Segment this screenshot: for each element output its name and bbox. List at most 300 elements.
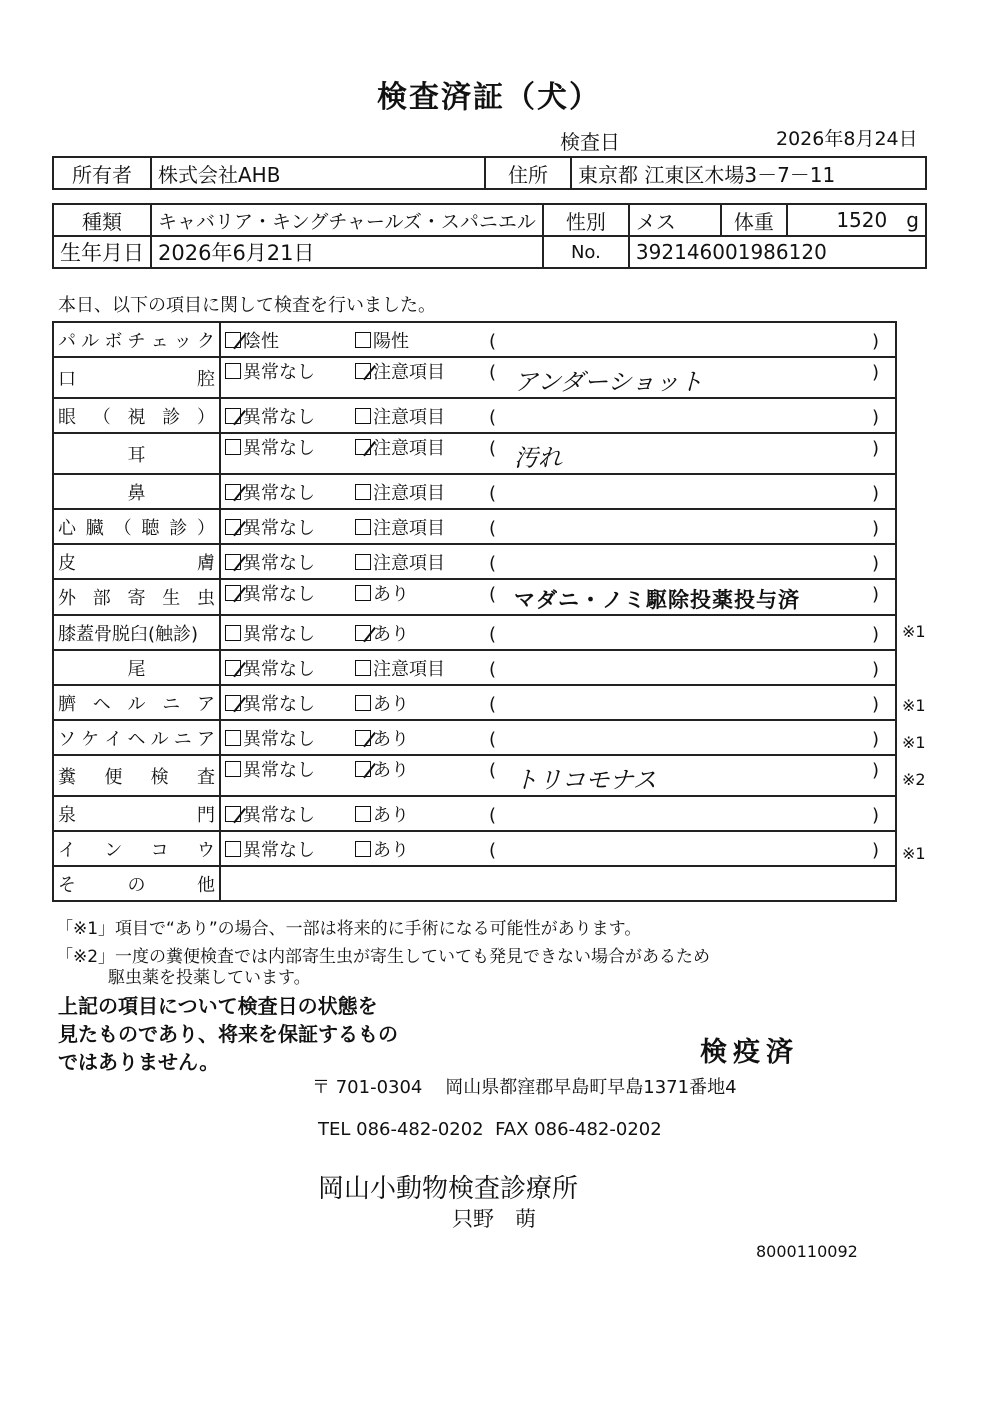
inspection-item	[53, 544, 220, 579]
inspection-item-label	[58, 690, 215, 716]
inspection-date-value: 2026年8月24日	[776, 128, 918, 150]
checkbox-icon[interactable]	[225, 730, 241, 746]
disclaimer-line: ではありません。	[58, 1050, 220, 1074]
option-label: 注意項目	[373, 438, 445, 459]
option-label: 注意項目	[373, 552, 445, 574]
option-label: 注意項目	[373, 658, 445, 680]
open-paren: (	[489, 552, 497, 574]
no-label: No.	[543, 236, 629, 268]
inspection-date-label: 検査日	[560, 130, 620, 154]
option-label: 異常なし	[243, 552, 315, 574]
inspection-item-label	[58, 725, 215, 751]
option-label: 注意項目	[373, 482, 445, 504]
option-attention[interactable]	[355, 549, 489, 575]
note-2-cont: 駆虫薬を投薬しています。	[108, 968, 311, 988]
option-attention[interactable]	[355, 434, 489, 460]
option-label: 異常なし	[243, 693, 315, 715]
inspection-row	[53, 615, 896, 650]
inspection-row	[53, 796, 896, 831]
inspection-row	[53, 398, 896, 433]
weight-unit: g	[906, 208, 919, 232]
sex-label: 性別	[543, 204, 629, 236]
remarks	[489, 659, 879, 680]
clinic-contact	[318, 1119, 662, 1140]
weight-label: 体重	[721, 204, 787, 236]
inspection-item-label	[58, 836, 215, 862]
option-label: あり	[373, 760, 409, 781]
option-label: あり	[373, 584, 409, 605]
remarks	[489, 483, 879, 504]
inspection-result	[220, 474, 896, 509]
open-paren: (	[489, 658, 497, 680]
remarks	[489, 805, 879, 826]
postal-code: 〒 701-0304	[312, 1077, 423, 1098]
address-text: 岡山県都窪郡早島町早島1371番地4	[445, 1077, 737, 1098]
item-char: 尾	[127, 658, 146, 680]
inspection-row	[53, 866, 896, 901]
close-paren: )	[871, 330, 879, 352]
note-2: 「※2」一度の糞便検査では内部寄生虫が寄生していても発見できない場合があるため	[56, 947, 711, 967]
option-label: あり	[373, 839, 409, 861]
close-paren: )	[871, 760, 879, 781]
close-paren: )	[871, 693, 879, 715]
inspection-row	[53, 755, 896, 796]
option-label: 異常なし	[243, 584, 315, 605]
inspection-result	[220, 796, 896, 831]
close-paren: )	[871, 839, 879, 861]
open-paren: (	[489, 330, 497, 352]
inspection-item	[53, 831, 220, 866]
inspection-result	[220, 755, 896, 796]
remark-text	[496, 518, 872, 539]
checked-box-icon[interactable]	[225, 519, 241, 535]
disclaimer-line: 見たものであり、将来を保証するもの	[58, 1022, 398, 1046]
item-char: ア	[196, 728, 215, 750]
address-value: 東京都 江東区木場3－7－11	[571, 157, 926, 189]
address-label: 住所	[485, 157, 571, 189]
item-char: 査	[196, 766, 215, 788]
inspection-row	[53, 685, 896, 720]
inspection-item	[53, 433, 220, 474]
remarks	[489, 624, 879, 645]
checkbox-icon[interactable]	[355, 408, 371, 424]
checkbox-icon[interactable]	[225, 761, 241, 777]
item-char: 腔	[197, 368, 215, 390]
item-char: チ	[127, 330, 146, 352]
remarks	[489, 438, 879, 473]
checkbox-icon[interactable]	[355, 695, 371, 711]
inspection-row	[53, 509, 896, 544]
remark-text: トリコモナス	[514, 766, 657, 794]
inspection-item-label	[58, 763, 215, 789]
remarks	[489, 553, 879, 574]
remarks	[489, 840, 879, 861]
option-attention[interactable]	[355, 756, 489, 782]
option-normal[interactable]	[225, 549, 355, 575]
checkbox-icon[interactable]	[355, 554, 371, 570]
item-char: 寄	[127, 588, 146, 609]
item-char: ン	[104, 839, 123, 861]
checkbox-icon[interactable]	[355, 484, 371, 500]
inspection-item-label	[58, 584, 215, 610]
remark-text	[496, 840, 872, 861]
inspection-item	[53, 579, 220, 615]
inspection-item	[53, 357, 220, 398]
checkbox-icon[interactable]	[225, 439, 241, 455]
item-char: ）	[197, 406, 215, 428]
item-char: 耳	[127, 444, 146, 466]
remark-text	[496, 805, 872, 826]
checked-box-icon[interactable]	[225, 484, 241, 500]
option-attention[interactable]	[355, 690, 489, 716]
checked-box-icon[interactable]	[355, 363, 371, 379]
option-label: 陽性	[373, 330, 409, 352]
item-char: 検	[150, 766, 169, 788]
inspection-result	[220, 831, 896, 866]
option-attention[interactable]	[355, 479, 489, 505]
checked-box-icon[interactable]	[225, 408, 241, 424]
birth-label: 生年月日	[53, 236, 151, 268]
inspection-result	[220, 579, 896, 615]
option-label: 異常なし	[243, 517, 315, 539]
option-label: あり	[373, 623, 409, 645]
checked-box-icon[interactable]	[225, 806, 241, 822]
item-char: ）	[196, 517, 215, 539]
inspection-item-label	[58, 549, 215, 575]
inspection-item-label	[58, 365, 215, 391]
footnote-mark: ※1	[902, 622, 926, 642]
option-label: 注意項目	[373, 362, 445, 383]
serial-number: 8000110092	[756, 1242, 858, 1261]
item-char: ニ	[162, 693, 181, 715]
item-char: ル	[150, 728, 169, 750]
disclaimer-line: 上記の項目について検査日の状態を	[58, 994, 378, 1018]
option-attention[interactable]	[355, 655, 489, 681]
inspection-row	[53, 720, 896, 755]
remark-text: アンダーショット	[514, 368, 704, 396]
option-attention[interactable]	[355, 836, 489, 862]
checked-box-icon[interactable]	[225, 554, 241, 570]
inspection-item	[53, 796, 220, 831]
open-paren: (	[489, 406, 497, 428]
open-paren: (	[489, 804, 497, 826]
item-char: 診	[169, 517, 188, 539]
option-label: 異常なし	[243, 406, 315, 428]
item-char: （	[92, 406, 111, 428]
inspection-item-label	[58, 514, 215, 540]
close-paren: )	[871, 438, 879, 459]
checkbox-icon[interactable]	[355, 660, 371, 676]
inspection-result	[220, 322, 896, 357]
item-char: 口	[58, 368, 76, 390]
open-paren: (	[489, 517, 497, 539]
checked-box-icon[interactable]	[225, 332, 241, 348]
inspection-item-label	[58, 620, 215, 646]
remark-text	[496, 553, 872, 574]
inspection-item	[53, 615, 220, 650]
pet-table	[52, 203, 927, 269]
item-char: 便	[104, 766, 123, 788]
option-normal[interactable]	[225, 801, 355, 827]
item-char: ニ	[173, 728, 192, 750]
item-char: 皮	[58, 552, 76, 574]
inspection-table	[52, 321, 897, 902]
item-char: ク	[196, 330, 215, 352]
clinic-name: 岡山小動物検査診療所	[318, 1174, 579, 1204]
inspection-item-label	[58, 327, 215, 353]
option-label: 異常なし	[243, 760, 315, 781]
item-char: 鼻	[127, 482, 146, 504]
footnote-mark: ※2	[902, 769, 926, 789]
option-normal[interactable]	[225, 725, 355, 751]
close-paren: )	[871, 482, 879, 504]
open-paren: (	[489, 623, 497, 645]
remarks	[489, 518, 879, 539]
inspection-item-label	[58, 871, 215, 897]
inspection-row	[53, 650, 896, 685]
remarks	[489, 331, 879, 352]
checkbox-icon[interactable]	[355, 332, 371, 348]
item-char: 眼	[58, 406, 76, 428]
inspection-row	[53, 831, 896, 866]
item-char: ケ	[81, 728, 100, 750]
option-attention[interactable]	[355, 327, 489, 353]
close-paren: )	[871, 728, 879, 750]
item-char: （	[113, 517, 132, 539]
close-paren: )	[871, 584, 879, 605]
item-char: 他	[197, 874, 215, 896]
breed-value: キャバリア・キングチャールズ・スパニエル	[151, 204, 543, 236]
option-attention[interactable]	[355, 514, 489, 540]
option-label: 陰性	[243, 330, 279, 352]
item-char: ボ	[104, 330, 123, 352]
item-char: ェ	[150, 330, 169, 352]
checkbox-icon[interactable]	[225, 363, 241, 379]
item-char: ア	[197, 693, 215, 715]
remark-text	[496, 483, 872, 504]
item-char: ソ	[58, 728, 76, 750]
item-char: 部	[92, 588, 111, 609]
remarks	[489, 694, 879, 715]
item-char: 臍	[58, 693, 76, 715]
option-normal[interactable]	[225, 580, 355, 606]
option-attention[interactable]	[355, 358, 489, 384]
inspection-result	[220, 650, 896, 685]
inspection-item-label	[58, 441, 215, 467]
checked-box-icon[interactable]	[355, 761, 371, 777]
option-normal[interactable]	[225, 620, 355, 646]
inspection-item	[53, 685, 220, 720]
open-paren: (	[489, 728, 497, 750]
inspection-row	[53, 474, 896, 509]
close-paren: )	[871, 804, 879, 826]
inspection-result	[220, 357, 896, 398]
checkbox-icon[interactable]	[225, 625, 241, 641]
inspection-item	[53, 720, 220, 755]
item-char: ル	[127, 693, 146, 715]
inspection-result	[220, 398, 896, 433]
remarks	[489, 362, 879, 397]
open-paren: (	[489, 839, 497, 861]
item-char: ッ	[173, 330, 192, 352]
inspection-item	[53, 509, 220, 544]
tel-number: TEL 086-482-0202	[318, 1119, 484, 1140]
close-paren: )	[871, 623, 879, 645]
option-normal[interactable]	[225, 836, 355, 862]
quarantine-stamp: 検疫済	[700, 1037, 799, 1068]
option-label: 異常なし	[243, 623, 315, 645]
document-title: 検査済証（犬）	[377, 80, 601, 115]
checked-box-icon[interactable]	[225, 585, 241, 601]
option-label: あり	[373, 728, 409, 750]
option-normal[interactable]	[225, 479, 355, 505]
breed-label: 種類	[53, 204, 151, 236]
item-char: 臓	[85, 517, 104, 539]
checked-box-icon[interactable]	[355, 439, 371, 455]
inspection-item-label	[58, 479, 215, 505]
inspection-row	[53, 357, 896, 398]
inspection-item-label	[58, 801, 215, 827]
close-paren: )	[871, 658, 879, 680]
item-char: ヘ	[127, 728, 146, 750]
remark-text	[496, 694, 872, 715]
inspection-result	[220, 685, 896, 720]
inspection-item	[53, 755, 220, 796]
inspection-item-label	[58, 655, 215, 681]
inspection-result	[220, 866, 896, 901]
item-char: 膚	[197, 552, 215, 574]
fax-number: FAX 086-482-0202	[495, 1119, 662, 1140]
weight-value: 1520	[836, 208, 888, 232]
inspection-result	[220, 615, 896, 650]
footnote-mark: ※1	[902, 732, 926, 752]
item-char: 門	[197, 804, 215, 826]
option-label: 異常なし	[243, 804, 315, 826]
checked-box-icon[interactable]	[225, 660, 241, 676]
item-char: 糞	[58, 766, 76, 788]
remark-text	[496, 729, 872, 750]
option-label: あり	[373, 804, 409, 826]
option-label: 異常なし	[243, 438, 315, 459]
option-attention[interactable]	[355, 725, 489, 751]
item-char: コ	[150, 839, 169, 861]
remark-text	[496, 407, 872, 428]
item-char: の	[127, 874, 146, 896]
option-normal[interactable]	[225, 358, 355, 384]
option-normal[interactable]	[225, 514, 355, 540]
open-paren: (	[489, 482, 497, 504]
open-paren: (	[489, 760, 497, 781]
checkbox-icon[interactable]	[355, 841, 371, 857]
birth-value: 2026年6月21日	[151, 236, 543, 268]
checkbox-icon[interactable]	[355, 585, 371, 601]
remark-text	[496, 659, 872, 680]
option-attention[interactable]	[355, 403, 489, 429]
option-attention[interactable]	[355, 620, 489, 646]
doctor-name: 只野 萌	[452, 1207, 536, 1231]
item-char: イ	[58, 839, 76, 861]
option-attention[interactable]	[355, 801, 489, 827]
disclaimer	[58, 992, 398, 1076]
remark-text	[496, 331, 872, 352]
option-attention[interactable]	[355, 580, 489, 606]
item-char: パ	[58, 330, 76, 352]
inspection-row	[53, 433, 896, 474]
option-normal[interactable]	[225, 690, 355, 716]
item-char: ウ	[196, 839, 215, 861]
footnote-mark: ※1	[902, 696, 926, 715]
inspection-item	[53, 866, 220, 901]
item-char: 生	[162, 588, 181, 609]
option-label: あり	[373, 693, 409, 715]
checkbox-icon[interactable]	[355, 806, 371, 822]
open-paren: (	[489, 693, 497, 715]
item-char: 心	[58, 517, 76, 539]
option-normal[interactable]	[225, 655, 355, 681]
item-char: 診	[162, 406, 181, 428]
option-normal[interactable]	[225, 434, 355, 460]
inspection-result	[220, 509, 896, 544]
checked-box-icon[interactable]	[355, 730, 371, 746]
remark-text	[496, 624, 872, 645]
no-value: 392146001986120	[629, 236, 926, 268]
checkbox-icon[interactable]	[225, 841, 241, 857]
inspection-item	[53, 398, 220, 433]
inspection-result	[220, 433, 896, 474]
owner-label: 所有者	[53, 157, 151, 189]
inspection-row	[53, 579, 896, 615]
inspection-item	[53, 474, 220, 509]
remarks	[489, 729, 879, 750]
option-label: 異常なし	[243, 728, 315, 750]
item-char: そ	[58, 874, 76, 896]
checkbox-icon[interactable]	[355, 519, 371, 535]
close-paren: )	[871, 362, 879, 383]
checked-box-icon[interactable]	[225, 695, 241, 711]
option-label: 異常なし	[243, 658, 315, 680]
remark-text: マダニ・ノミ駆除投薬投与済	[514, 588, 801, 612]
clinic-address	[312, 1073, 737, 1099]
remarks	[489, 760, 879, 795]
sex-value: メス	[629, 204, 721, 236]
option-normal[interactable]	[225, 327, 355, 353]
note-1: 「※1」項目で“あり”の場合、一部は将来的に手術になる可能性があります。	[56, 919, 642, 939]
item-char: イ	[104, 728, 123, 750]
item-char: 聴	[141, 517, 160, 539]
checked-box-icon[interactable]	[355, 625, 371, 641]
inspection-result	[220, 544, 896, 579]
item-char: 視	[127, 406, 146, 428]
close-paren: )	[871, 406, 879, 428]
inspection-item-label	[58, 403, 215, 429]
close-paren: )	[871, 517, 879, 539]
item-char: 虫	[197, 588, 215, 609]
inspection-item	[53, 322, 220, 357]
owner-table	[52, 156, 927, 190]
open-paren: (	[489, 584, 497, 605]
item-char: 膝蓋骨脱臼(触診)	[58, 623, 199, 645]
item-char: 泉	[58, 804, 76, 826]
inspection-row	[53, 544, 896, 579]
option-normal[interactable]	[225, 756, 355, 782]
item-char: ル	[81, 330, 100, 352]
item-char: 外	[58, 588, 76, 609]
weight-cell	[787, 204, 926, 236]
close-paren: )	[871, 552, 879, 574]
option-normal[interactable]	[225, 403, 355, 429]
open-paren: (	[489, 438, 497, 459]
option-label: 異常なし	[243, 839, 315, 861]
